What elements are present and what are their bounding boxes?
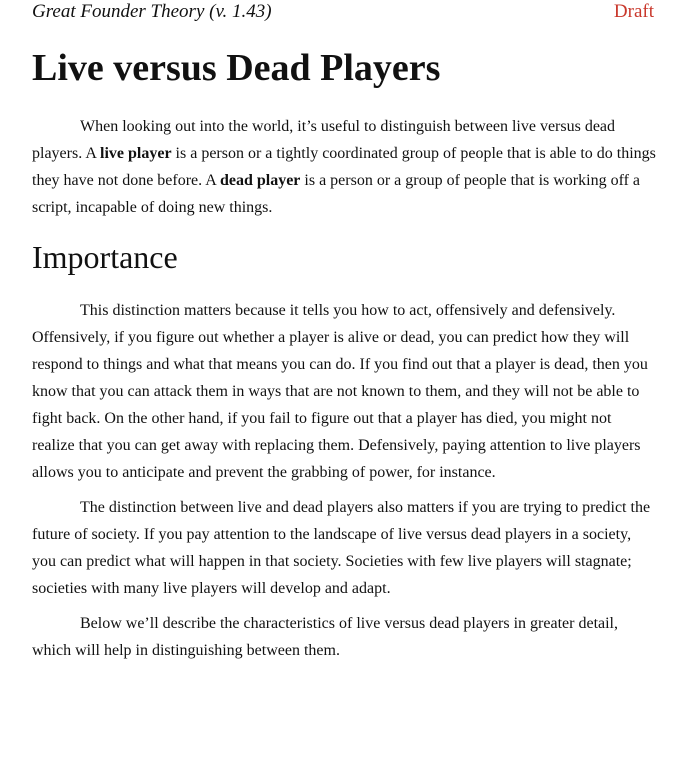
intro-text-3: is a person or a group of people that is working off a script, incapable of doing new things.	[32, 172, 641, 216]
importance-paragraph-3: Below we’ll describe the characteristics of live versus dead players in greater detail, which will help in distinguishing between them.	[32, 615, 618, 659]
importance-paragraph-1: This distinction matters because it tells you how to act, offensively and defensively. Offensively, if you figure out whether a player is alive or dead, you can predict how they will respond to things and what that means you can do. If you find out that a player is dead, then you know that you can attack them in ways that are not known to them, and they will not be able to fight back. On the other hand, if you fail to figure out that a player has died, you might not realize that you can get away with replacing them. Defensively, paying attention to live players allows you to anticipate and prevent the grabbing of power, for instance.	[32, 302, 648, 481]
draft-status-label: Draft	[613, 1, 654, 22]
dead-player-term: dead player	[219, 172, 301, 189]
running-header	[32, 0, 654, 24]
book-title: Great Founder Theory (v. 1.43)	[32, 1, 272, 22]
intro-paragraph	[32, 113, 656, 221]
importance-section	[32, 237, 656, 664]
live-player-term: live player	[100, 145, 172, 162]
document-body	[32, 44, 656, 664]
page-title: Live versus Dead Players	[32, 47, 441, 89]
intro-text-1: When looking out into the world, it’s useful to distinguish between live versus dead players. A	[32, 118, 616, 162]
intro-text-2: is a person or a tightly coordinated group of people that is able to do things they have not done before. A	[32, 145, 656, 189]
importance-paragraph-2: The distinction between live and dead players also matters if you are trying to predict the future of society. If you pay attention to the landscape of live versus dead players in a society, you can predict what will happen in that society. Societies with few live players will stagnate; societies with many live players will develop and adapt.	[32, 499, 651, 597]
section-heading-importance: Importance	[32, 239, 178, 275]
